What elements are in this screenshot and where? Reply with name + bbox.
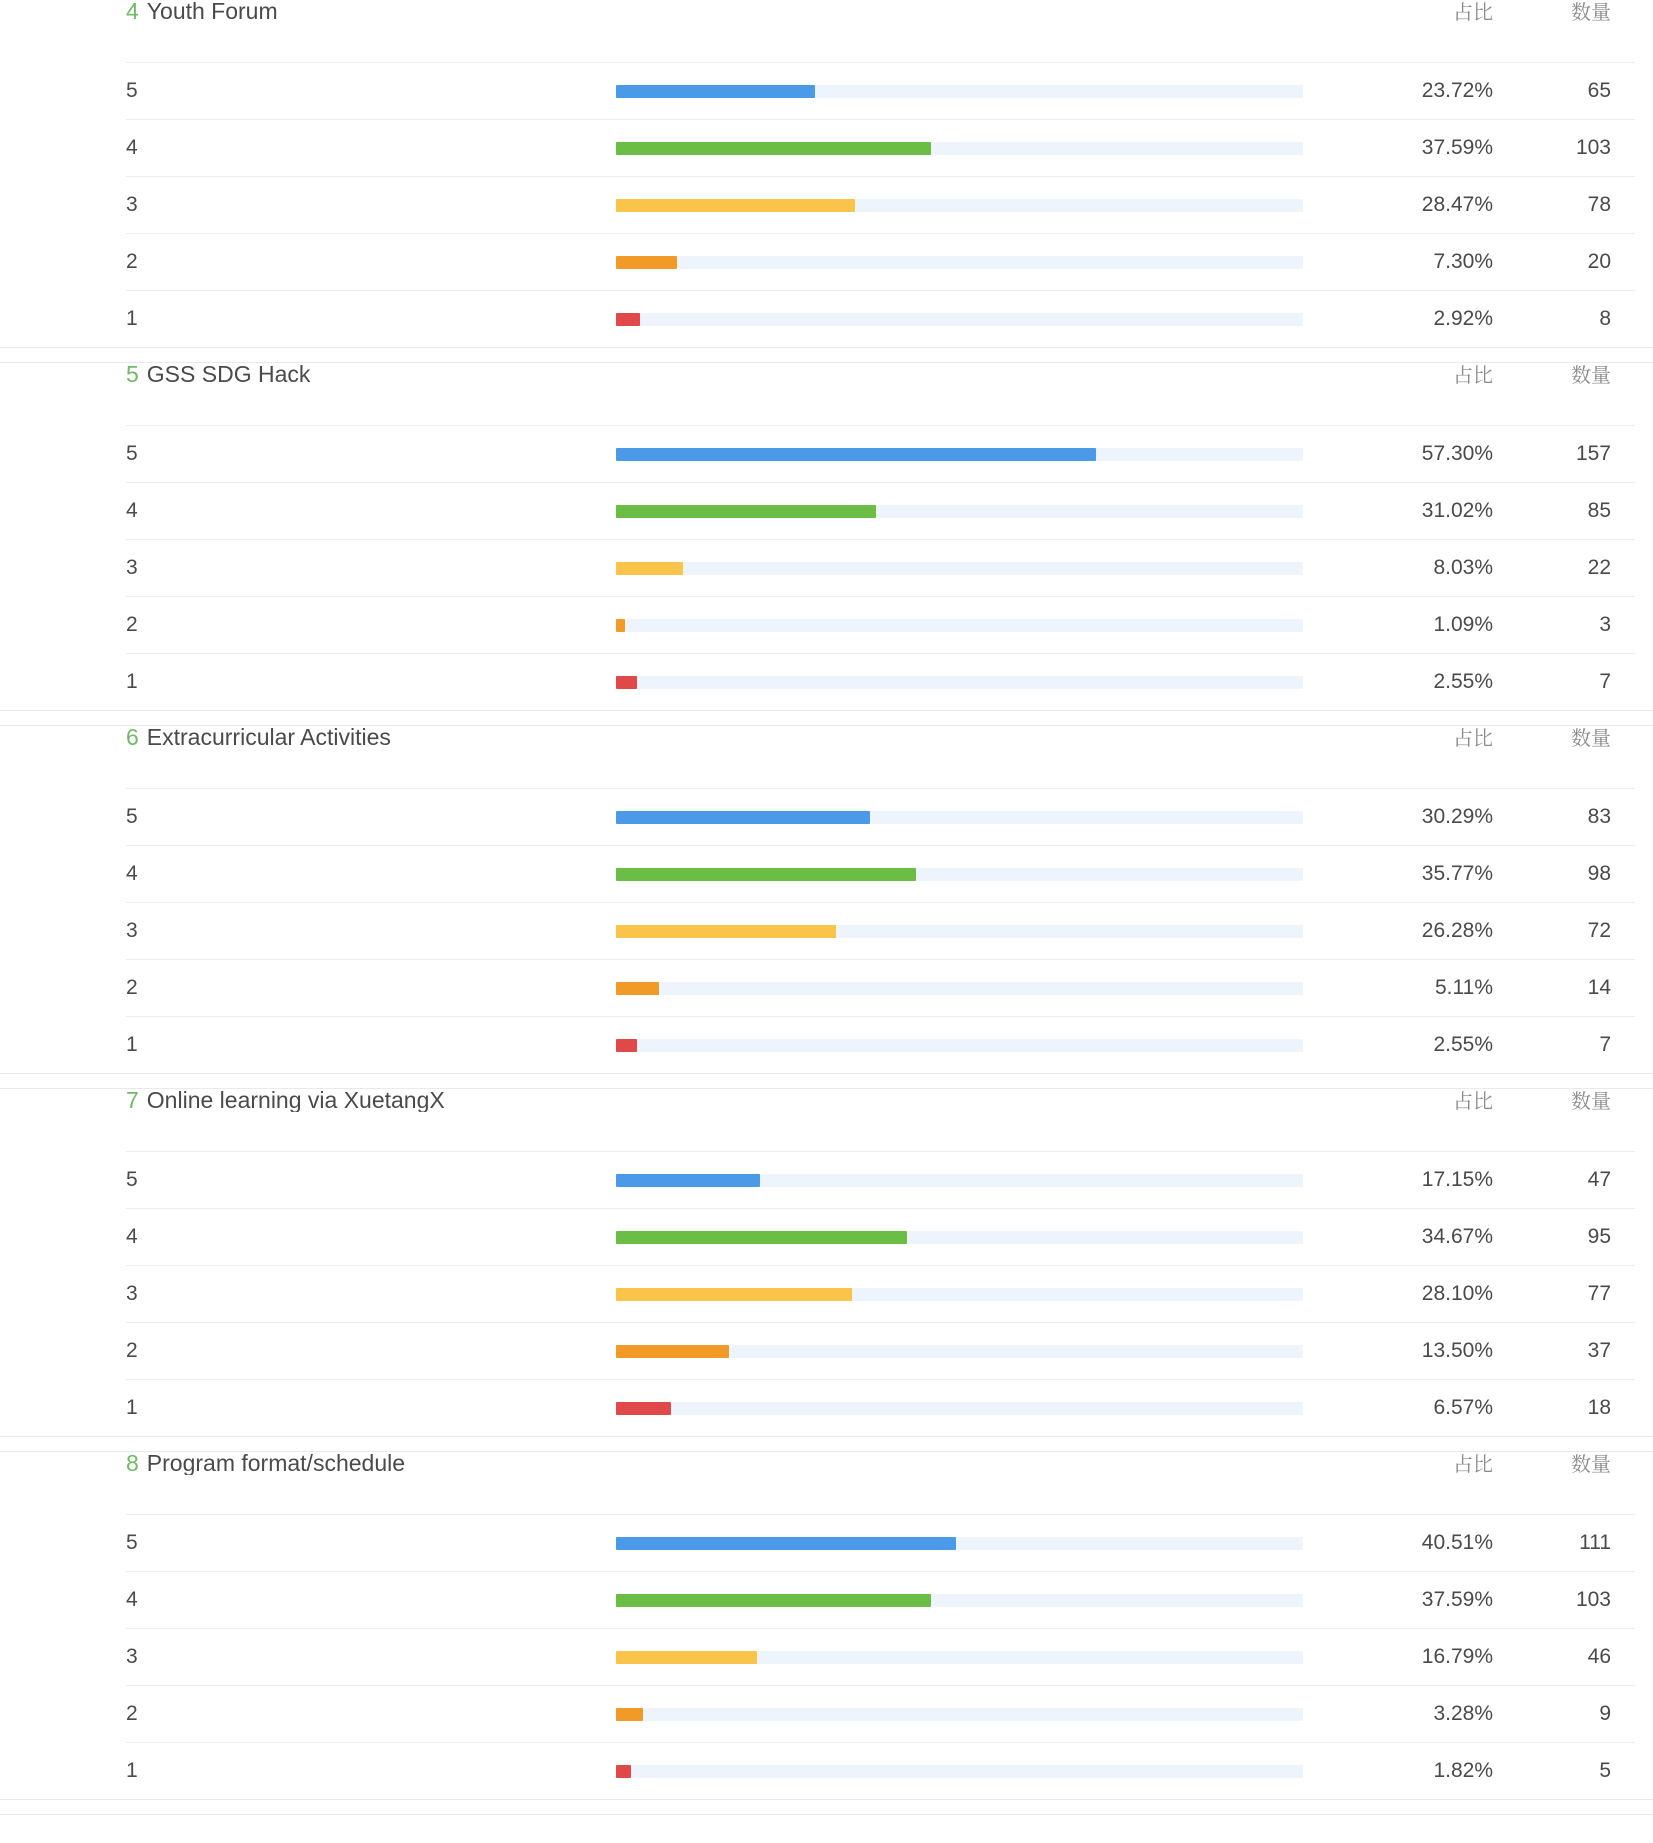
table-row <box>126 1514 1635 1571</box>
option-label: 1 <box>126 670 138 693</box>
table-row <box>126 1742 1635 1799</box>
table-row <box>126 902 1635 959</box>
bar-chart-cell <box>616 142 1303 155</box>
percent-value: 37.59% <box>1421 136 1493 159</box>
percent-value: 1.09% <box>1433 613 1493 636</box>
bar-track <box>616 676 1303 689</box>
count-value: 3 <box>1599 613 1611 636</box>
bar-fill <box>616 505 876 518</box>
count-value: 47 <box>1587 1168 1611 1191</box>
bar-chart-cell <box>616 1231 1303 1244</box>
bar-chart-cell <box>616 1345 1303 1358</box>
bar-fill <box>616 1537 956 1550</box>
percent-value: 7.30% <box>1433 250 1493 273</box>
option-label: 5 <box>126 442 138 465</box>
percent-value: 8.03% <box>1433 556 1493 579</box>
count-value: 111 <box>1579 1531 1611 1554</box>
bar-track <box>616 1765 1303 1778</box>
table-row <box>126 176 1635 233</box>
percent-column-header: 占比 <box>1453 365 1493 387</box>
bar-track <box>616 313 1303 326</box>
percent-value: 35.77% <box>1421 862 1493 885</box>
bar-fill <box>616 1174 760 1187</box>
count-value: 77 <box>1587 1282 1611 1305</box>
option-label: 2 <box>126 976 138 999</box>
percent-value: 30.29% <box>1421 805 1493 828</box>
question-index: 4 <box>126 0 139 24</box>
count-value: 20 <box>1587 250 1611 273</box>
question-title: GSS SDG Hack <box>146 363 311 386</box>
count-value: 65 <box>1587 79 1611 102</box>
table-row <box>126 1685 1635 1742</box>
question-group <box>0 1451 1653 1800</box>
count-value: 14 <box>1587 976 1611 999</box>
bar-fill <box>616 1039 637 1052</box>
bar-fill <box>616 1345 729 1358</box>
table-row <box>126 1265 1635 1322</box>
question-header <box>126 1089 1635 1151</box>
count-value: 103 <box>1575 136 1611 159</box>
percent-value: 31.02% <box>1421 499 1493 522</box>
bar-chart-cell <box>616 1537 1303 1550</box>
bar-fill <box>616 1765 631 1778</box>
percent-value: 26.28% <box>1421 919 1493 942</box>
table-row <box>126 1322 1635 1379</box>
bar-chart-cell <box>616 1651 1303 1664</box>
count-value: 72 <box>1587 919 1611 942</box>
count-value: 5 <box>1599 1759 1611 1782</box>
table-row <box>126 62 1635 119</box>
bar-chart-cell <box>616 619 1303 632</box>
question-header <box>126 0 1635 62</box>
count-column-header: 数量 <box>1571 365 1611 387</box>
table-row <box>126 482 1635 539</box>
question-index: 6 <box>126 724 139 750</box>
bar-fill <box>616 925 836 938</box>
option-label: 1 <box>126 1033 138 1056</box>
bar-fill <box>616 676 637 689</box>
bar-fill <box>616 1708 643 1721</box>
count-value: 37 <box>1587 1339 1611 1362</box>
percent-value: 28.10% <box>1421 1282 1493 1305</box>
bar-chart-cell <box>616 1708 1303 1721</box>
question-title: Online learning via XuetangX <box>146 1089 445 1112</box>
count-value: 98 <box>1587 862 1611 885</box>
count-column-header: 数量 <box>1571 728 1611 750</box>
question-header <box>126 363 1635 425</box>
bar-chart-cell <box>616 925 1303 938</box>
option-rows <box>126 788 1635 1073</box>
option-label: 4 <box>126 862 138 885</box>
option-label: 5 <box>126 79 138 102</box>
table-row <box>126 290 1635 347</box>
percent-value: 57.30% <box>1421 442 1493 465</box>
bar-chart-cell <box>616 868 1303 881</box>
bar-track <box>616 982 1303 995</box>
bar-fill <box>616 1402 671 1415</box>
percent-value: 6.57% <box>1433 1396 1493 1419</box>
table-row <box>126 1151 1635 1208</box>
table-row <box>126 596 1635 653</box>
option-label: 5 <box>126 1168 138 1191</box>
bar-chart-cell <box>616 313 1303 326</box>
bar-chart-cell <box>616 1174 1303 1187</box>
table-row <box>126 119 1635 176</box>
count-value: 9 <box>1599 1702 1611 1725</box>
bar-fill <box>616 1288 852 1301</box>
count-value: 83 <box>1587 805 1611 828</box>
percent-column-header: 占比 <box>1453 728 1493 750</box>
bar-chart-cell <box>616 562 1303 575</box>
bar-chart-cell <box>616 811 1303 824</box>
percent-value: 13.50% <box>1421 1339 1493 1362</box>
bar-fill <box>616 448 1096 461</box>
option-label: 2 <box>126 613 138 636</box>
option-label: 3 <box>126 1645 138 1668</box>
question-group <box>0 725 1653 1074</box>
percent-value: 16.79% <box>1421 1645 1493 1668</box>
bar-chart-cell <box>616 982 1303 995</box>
bar-track <box>616 619 1303 632</box>
question-title: Extracurricular Activities <box>146 726 391 749</box>
bar-track <box>616 256 1303 269</box>
option-label: 2 <box>126 250 138 273</box>
question-title: Youth Forum <box>146 0 278 23</box>
bar-track <box>616 1402 1303 1415</box>
percent-value: 23.72% <box>1421 79 1493 102</box>
percent-column-header: 占比 <box>1453 1091 1493 1113</box>
table-row <box>126 1016 1635 1073</box>
table-row <box>126 1571 1635 1628</box>
table-row <box>126 845 1635 902</box>
bar-chart-cell <box>616 1039 1303 1052</box>
option-label: 5 <box>126 1531 138 1554</box>
table-row <box>126 959 1635 1016</box>
bar-chart-cell <box>616 1765 1303 1778</box>
option-label: 3 <box>126 919 138 942</box>
percent-column-header: 占比 <box>1453 2 1493 24</box>
option-label: 5 <box>126 805 138 828</box>
percent-value: 2.55% <box>1433 670 1493 693</box>
bar-fill <box>616 1651 757 1664</box>
option-rows <box>126 1514 1635 1799</box>
option-label: 1 <box>126 1396 138 1419</box>
percent-value: 1.82% <box>1433 1759 1493 1782</box>
bar-fill <box>616 256 677 269</box>
bar-fill <box>616 85 815 98</box>
count-column-header: 数量 <box>1571 2 1611 24</box>
count-value: 103 <box>1575 1588 1611 1611</box>
count-value: 18 <box>1587 1396 1611 1419</box>
table-row <box>126 788 1635 845</box>
bar-chart-cell <box>616 505 1303 518</box>
bar-fill <box>616 1231 907 1244</box>
count-value: 95 <box>1587 1225 1611 1248</box>
percent-value: 3.28% <box>1433 1702 1493 1725</box>
bar-fill <box>616 313 640 326</box>
table-row <box>126 233 1635 290</box>
table-row <box>126 425 1635 482</box>
bar-fill <box>616 982 659 995</box>
option-label: 4 <box>126 499 138 522</box>
question-index: 5 <box>126 361 139 387</box>
option-rows <box>126 1151 1635 1436</box>
bar-fill <box>616 199 855 212</box>
count-column-header: 数量 <box>1571 1091 1611 1113</box>
count-value: 7 <box>1599 1033 1611 1056</box>
option-label: 3 <box>126 556 138 579</box>
bar-track <box>616 1708 1303 1721</box>
percent-value: 28.47% <box>1421 193 1493 216</box>
option-label: 1 <box>126 307 138 330</box>
option-label: 4 <box>126 1588 138 1611</box>
question-header <box>126 1452 1635 1514</box>
question-group <box>0 0 1653 348</box>
option-rows <box>126 425 1635 710</box>
bar-track <box>616 562 1303 575</box>
bar-chart-cell <box>616 256 1303 269</box>
bar-chart-cell <box>616 199 1303 212</box>
option-rows <box>126 62 1635 347</box>
bar-track <box>616 1039 1303 1052</box>
table-row <box>126 1628 1635 1685</box>
question-index: 7 <box>126 1087 139 1113</box>
bar-chart-cell <box>616 448 1303 461</box>
option-label: 2 <box>126 1702 138 1725</box>
table-row <box>126 539 1635 596</box>
bar-chart-cell <box>616 1402 1303 1415</box>
option-label: 4 <box>126 1225 138 1248</box>
bar-chart-cell <box>616 1288 1303 1301</box>
percent-value: 40.51% <box>1421 1531 1493 1554</box>
count-value: 85 <box>1587 499 1611 522</box>
option-label: 3 <box>126 1282 138 1305</box>
percent-value: 34.67% <box>1421 1225 1493 1248</box>
bar-fill <box>616 811 870 824</box>
option-label: 1 <box>126 1759 138 1782</box>
bar-fill <box>616 868 916 881</box>
bar-fill <box>616 142 931 155</box>
percent-value: 37.59% <box>1421 1588 1493 1611</box>
bar-chart-cell <box>616 676 1303 689</box>
table-row <box>126 1208 1635 1265</box>
count-value: 8 <box>1599 307 1611 330</box>
next-question-group-partial <box>0 1814 1653 1833</box>
option-label: 2 <box>126 1339 138 1362</box>
percent-value: 5.11% <box>1435 976 1493 999</box>
bar-fill <box>616 1594 931 1607</box>
count-value: 157 <box>1575 442 1611 465</box>
bar-chart-cell <box>616 85 1303 98</box>
percent-value: 2.92% <box>1433 307 1493 330</box>
count-column-header: 数量 <box>1571 1454 1611 1476</box>
question-title: Program format/schedule <box>146 1452 406 1475</box>
percent-value: 17.15% <box>1421 1168 1493 1191</box>
count-value: 46 <box>1587 1645 1611 1668</box>
percent-value: 2.55% <box>1433 1033 1493 1056</box>
question-header <box>126 726 1635 788</box>
option-label: 4 <box>126 136 138 159</box>
table-row <box>126 1379 1635 1436</box>
bar-chart-cell <box>616 1594 1303 1607</box>
question-index: 8 <box>126 1450 139 1476</box>
option-label: 3 <box>126 193 138 216</box>
question-group <box>0 1088 1653 1437</box>
bar-fill <box>616 619 625 632</box>
question-group <box>0 362 1653 711</box>
count-value: 78 <box>1587 193 1611 216</box>
table-row <box>126 653 1635 710</box>
count-value: 22 <box>1587 556 1611 579</box>
bar-fill <box>616 562 683 575</box>
count-value: 7 <box>1599 670 1611 693</box>
percent-column-header: 占比 <box>1453 1454 1493 1476</box>
